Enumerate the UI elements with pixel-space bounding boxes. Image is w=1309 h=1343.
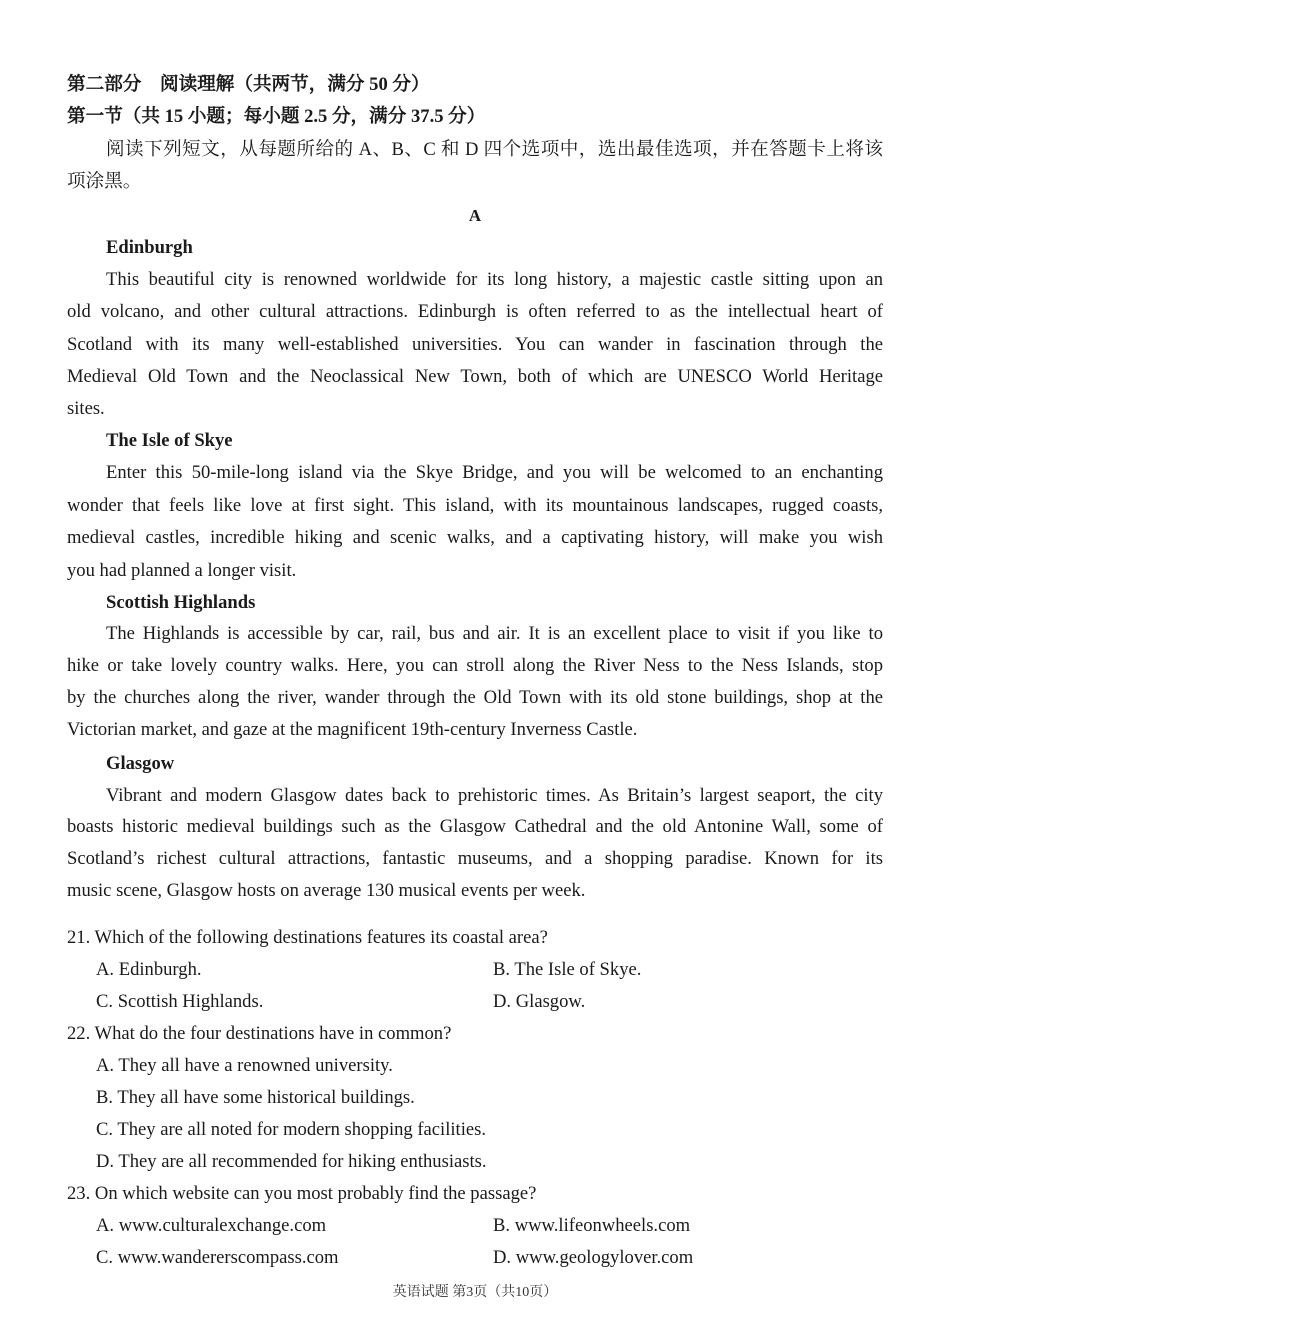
section-heading-edinburgh: Edinburgh: [106, 237, 193, 258]
section-title: 第一节（共 15 小题；每小题 2.5 分，满分 37.5 分）: [67, 106, 486, 127]
part-title: 第二部分 阅读理解（共两节，满分 50 分）: [67, 74, 430, 95]
passage-label: A: [468, 206, 482, 225]
question-22-option-b: B. They all have some historical buildings.: [96, 1087, 415, 1108]
question-23-option-c: C. www.wandererscompass.com: [96, 1247, 339, 1268]
paragraph-line: This beautiful city is renowned worldwide for its long history, a majestic castle sitting upon an: [106, 269, 883, 290]
section-heading-glasgow: Glasgow: [106, 753, 175, 774]
section-heading-scottish-highlands: Scottish Highlands: [106, 592, 256, 613]
paragraph-line: Medieval Old Town and the Neoclassical New Town, both of which are UNESCO World Heritage: [67, 366, 883, 387]
paragraph-line: old volcano, and other cultural attractions. Edinburgh is often referred to as the intellectual heart of: [67, 301, 883, 322]
paragraph-line: you had planned a longer visit.: [67, 560, 297, 581]
question-23-option-d: D. www.geologylover.com: [493, 1247, 694, 1268]
question-23-stem: 23. On which website can you most probably find the passage?: [67, 1183, 537, 1204]
paragraph-line: sites.: [67, 398, 105, 419]
paragraph-line: Scotland’s richest cultural attractions, fantastic museums, and a shopping paradise. Known for its: [67, 848, 883, 869]
paragraph-line: medieval castles, incredible hiking and scenic walks, and a captivating history, will make you wish: [67, 527, 883, 548]
paragraph-line: wonder that feels like love at first sight. This island, with its mountainous landscapes, rugged coasts,: [67, 495, 883, 516]
paragraph-line: by the churches along the river, wander through the Old Town with its old stone buildings, shop at the: [67, 687, 883, 708]
paragraph-line: Victorian market, and gaze at the magnificent 19th-century Inverness Castle.: [67, 719, 638, 740]
paragraph-line: music scene, Glasgow hosts on average 130 musical events per week.: [67, 880, 586, 901]
paragraph-line: Vibrant and modern Glasgow dates back to prehistoric times. As Britain’s largest seaport, the city: [106, 785, 883, 806]
question-22-option-d: D. They are all recommended for hiking enthusiasts.: [96, 1151, 487, 1172]
question-21-stem: 21. Which of the following destinations features its coastal area?: [67, 927, 548, 948]
question-21-option-c: C. Scottish Highlands.: [96, 991, 264, 1012]
question-23-option-b: B. www.lifeonwheels.com: [493, 1215, 691, 1236]
question-22-option-c: C. They are all noted for modern shopping facilities.: [96, 1119, 487, 1140]
question-21-option-a: A. Edinburgh.: [96, 959, 202, 980]
question-22-option-a: A. They all have a renowned university.: [96, 1055, 393, 1076]
question-21-option-b: B. The Isle of Skye.: [493, 959, 642, 980]
question-23-option-a: A. www.culturalexchange.com: [96, 1215, 327, 1236]
page-footer: 英语试题 第3页（共10页）: [392, 1285, 558, 1300]
instructions-line-2: 项涂黑。: [67, 171, 142, 192]
paragraph-line: hike or take lovely country walks. Here, you can stroll along the River Ness to the Ness Islands, stop: [67, 655, 883, 676]
question-21-option-d: D. Glasgow.: [493, 991, 586, 1012]
paragraph-line: boasts historic medieval buildings such as the Glasgow Cathedral and the old Antonine Wall, some of: [67, 816, 883, 837]
paragraph-line: The Highlands is accessible by car, rail, bus and air. It is an excellent place to visit if you like to: [106, 623, 883, 644]
section-heading-isle-of-skye: The Isle of Skye: [106, 430, 233, 451]
paragraph-line: Scotland with its many well-established universities. You can wander in fascination through the: [67, 334, 883, 355]
paragraph-line: Enter this 50-mile-long island via the Skye Bridge, and you will be welcomed to an enchanting: [106, 462, 883, 483]
instructions-line-1: 阅读下列短文，从每题所给的 A、B、C 和 D 四个选项中，选出最佳选项，并在答题卡上将该: [106, 139, 883, 160]
question-22-stem: 22. What do the four destinations have in common?: [67, 1023, 452, 1044]
